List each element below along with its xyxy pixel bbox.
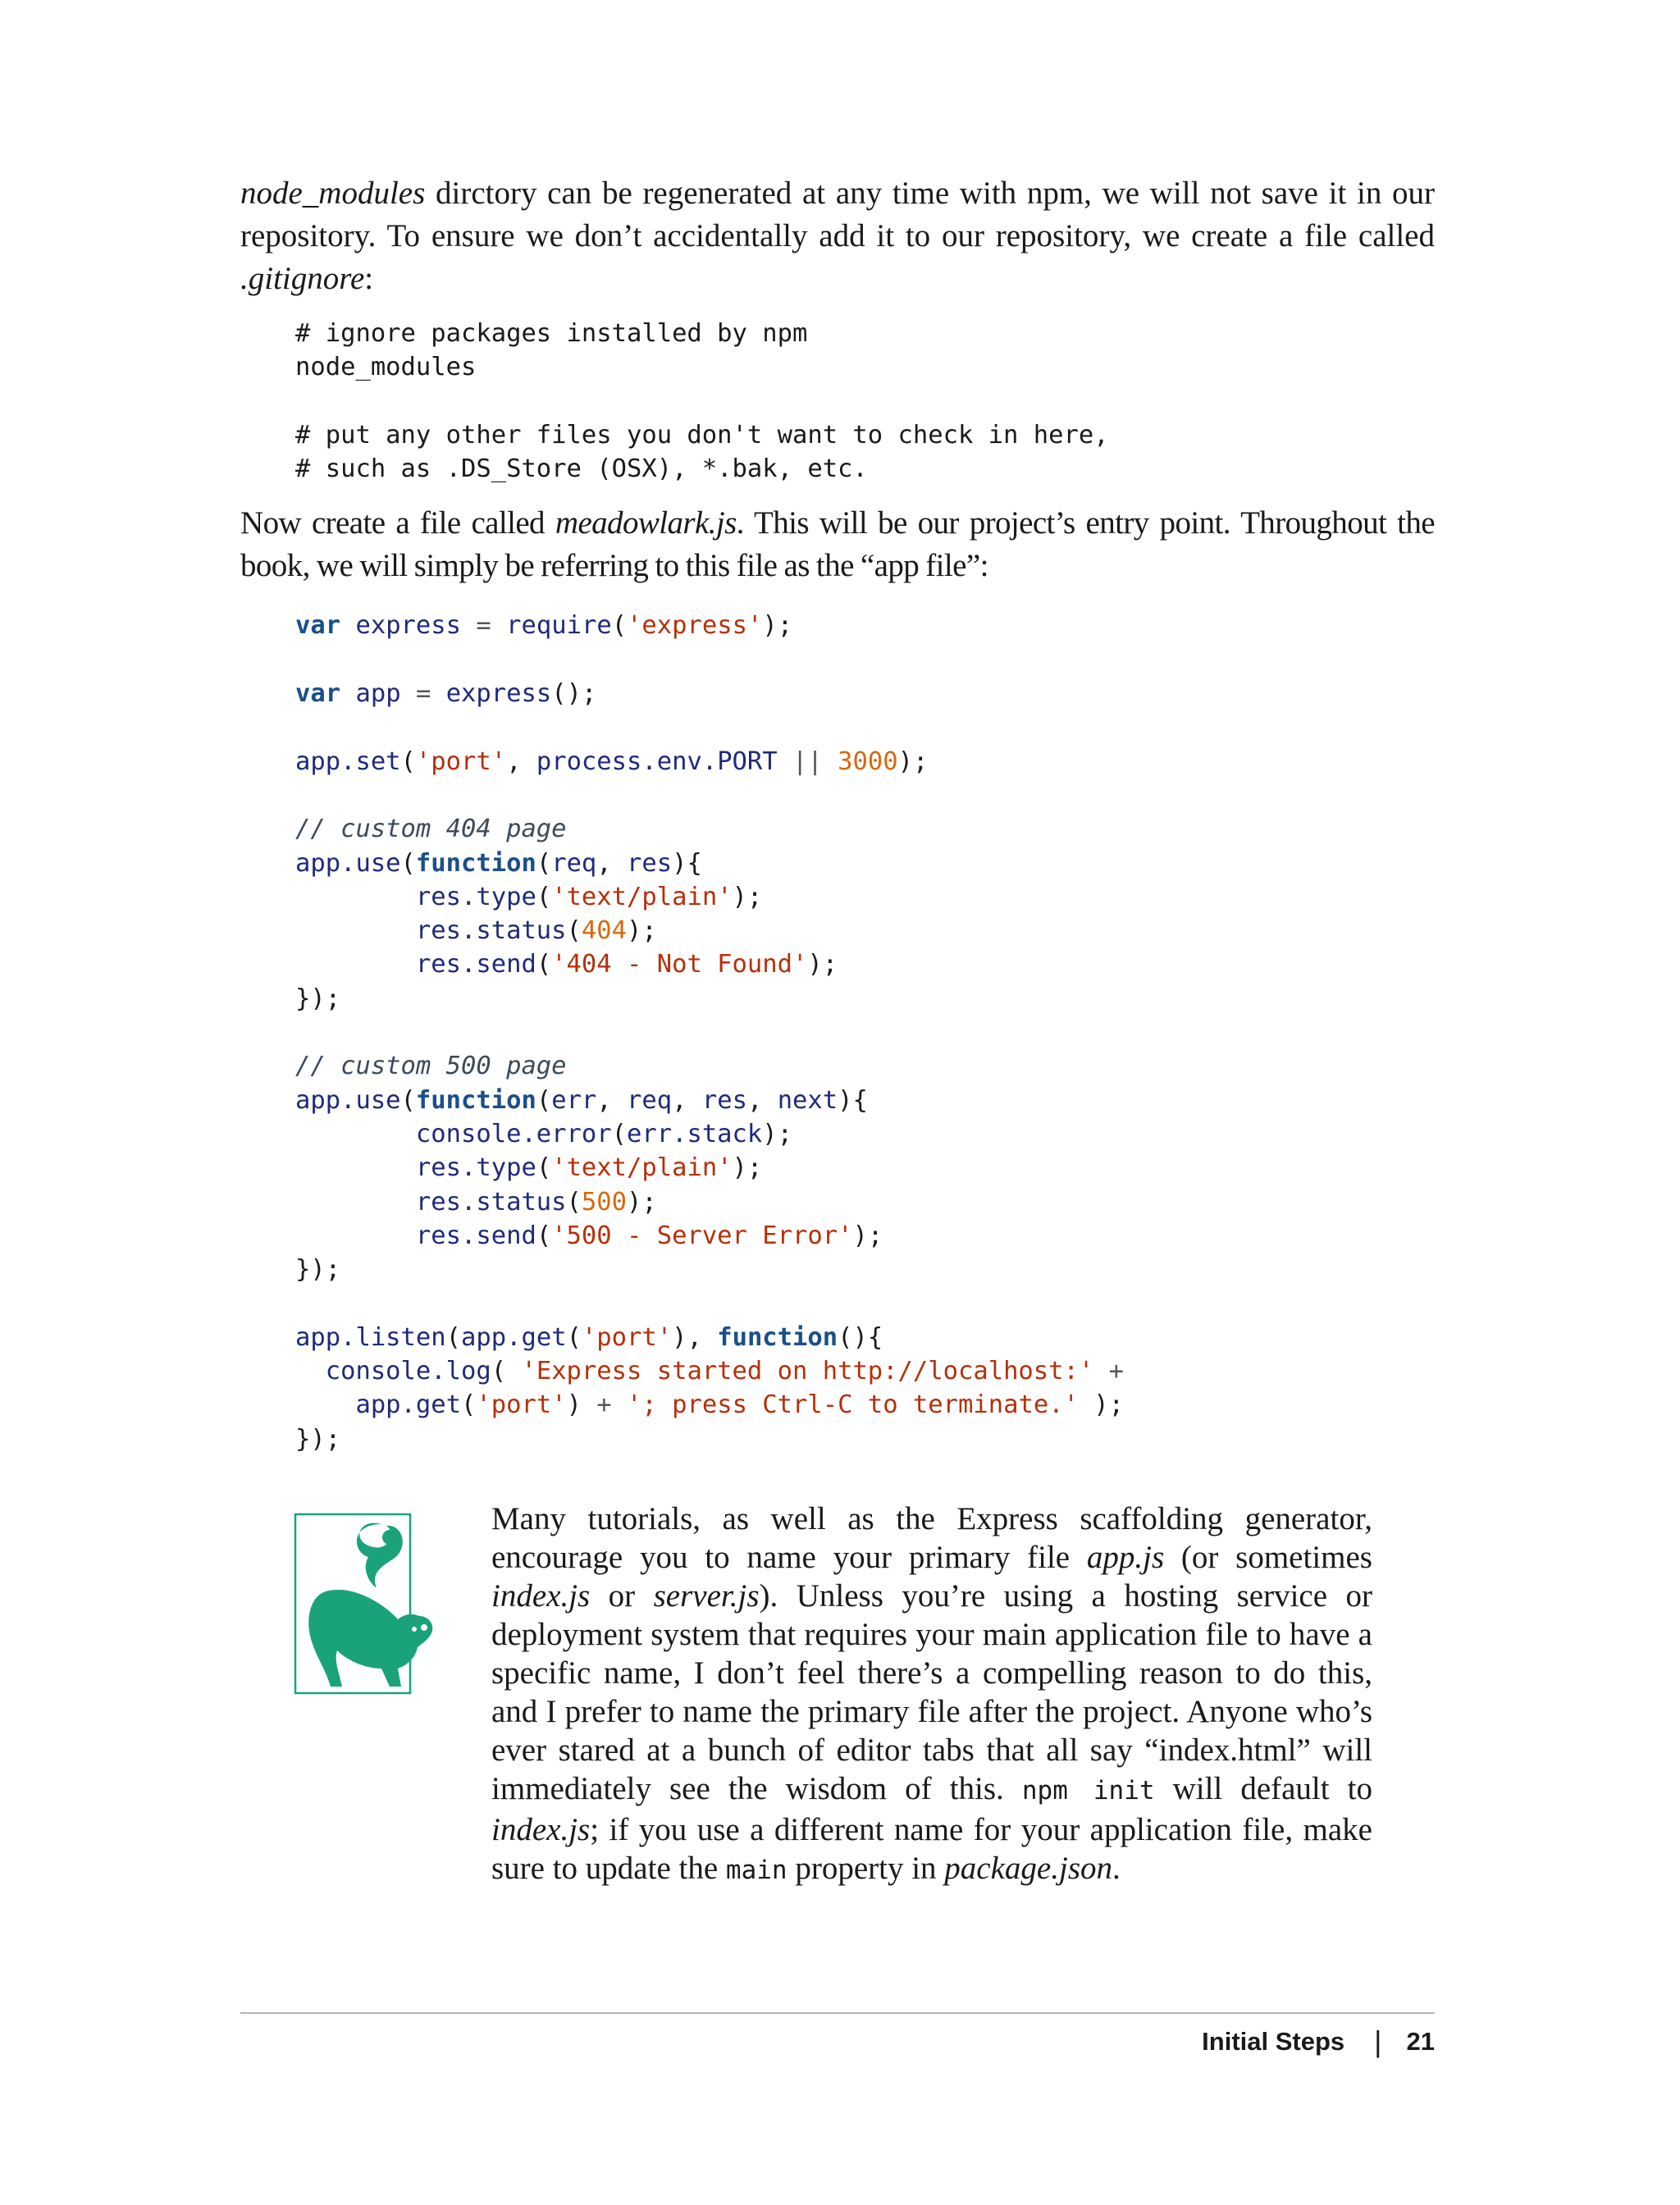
note-box bbox=[293, 1500, 1435, 2074]
term-meadowlark: meadowlark.js bbox=[555, 505, 737, 541]
term-package-json: package.json bbox=[944, 1851, 1112, 1886]
code-line: app.listen(app.get('port'), function(){ bbox=[295, 1322, 883, 1352]
code-line: console.log( 'Express started on http://localhost:' + bbox=[325, 1357, 1124, 1386]
appfile-text-a: Now create a file called bbox=[240, 505, 555, 541]
code-line: res.type('text/plain'); bbox=[415, 882, 763, 911]
code-line: res.type('text/plain'); bbox=[415, 1153, 763, 1183]
code-line: res.send('404 - Not Found'); bbox=[415, 950, 838, 979]
term-server-js: server.js bbox=[653, 1578, 760, 1614]
term-node-modules: node_modules bbox=[240, 176, 426, 211]
term-gitignore: .gitignore bbox=[240, 261, 365, 296]
code-comment: // custom 404 page bbox=[295, 815, 567, 844]
code-line: app.use(function(req, res){ bbox=[295, 848, 702, 878]
code-line: var express = require('express'); bbox=[295, 611, 793, 641]
code-line: console.error(err.stack); bbox=[415, 1119, 792, 1148]
code-line: app.get('port') + '; press Ctrl-C to terminate.' ); bbox=[355, 1390, 1125, 1420]
code-line: app.use(function(err, req, res, next){ bbox=[295, 1085, 868, 1115]
intro-text-b: : bbox=[364, 261, 374, 296]
code-line: res.status(500); bbox=[415, 1187, 657, 1217]
code-comment: // custom 500 page bbox=[295, 1052, 567, 1081]
gitignore-code-block: # ignore packages installed by npm node_modules # put any other files you don't want to check in here, # such as .DS_Store (OSX), *.bak, etc. bbox=[295, 319, 1109, 484]
appfile-text-b: . This will be our project’s entry point. Throughout the book, we will simply be referring to this file as the “app file”: bbox=[240, 505, 1435, 584]
lemur-icon bbox=[293, 1500, 441, 1696]
page-number: 21 bbox=[1406, 2027, 1435, 2056]
term-index-js-2: index.js bbox=[491, 1812, 591, 1847]
footer-section-title: Initial Steps bbox=[1202, 2027, 1345, 2056]
page-content bbox=[240, 172, 1435, 1886]
note-text: Many tutorials, as well as the Express scaffolding generator, encourage you to name your primary file app.js (or sometimes index.js or server.js). Unless you’re using a hosting service or deployment system that requires your main application file to have a specific name, I don’t feel there’s a compelling reason to do this, and I prefer to name the primary file after the project. Anyone who’s ever stared at a bunch of editor tabs that all say “index.html” will immediately see the wisdom of this. npm init will default to index.js; if you use a different name for your application file, make sure to update the main property in package.json. bbox=[491, 1501, 1372, 1886]
intro-text-a: dirctory can be regenerated at any time with npm, we will not save it in our repository. To ensure we don’t accidentally add it to our repository, we create a file called bbox=[240, 176, 1435, 253]
code-main: main bbox=[725, 1856, 788, 1885]
term-app-js: app.js bbox=[1086, 1540, 1165, 1575]
code-line: res.status(404); bbox=[415, 916, 657, 946]
appfile-paragraph bbox=[240, 502, 1435, 587]
code-line: res.send('500 - Server Error'); bbox=[415, 1221, 883, 1250]
footer-rule bbox=[240, 2012, 1435, 2014]
footer-separator: | bbox=[1374, 2025, 1382, 2058]
app-file-code-block: var express = require('express'); var app = express(); app.set('port', process.env.PORT || 3000); // custom 404 page app.use(function(req, res){ res.type('text/plain'); res.status(404); res.send('404 - Not Found'); }); // custom 500 page app.use(function(err, req, res, next){ console.error(err.stack); res.type('text/plain'); res.status(500); res.send('500 - Server Error'); }); app.listen(app.get('port'), function(){ console.log( 'Express started on http://localhost:' + app.get('port') + '; press Ctrl-C to terminate.' ); }); bbox=[295, 611, 1125, 1454]
term-index-js: index.js bbox=[491, 1578, 591, 1614]
code-line: app.set('port', process.env.PORT || 3000); bbox=[295, 746, 929, 776]
code-npm-init: npm init bbox=[1021, 1776, 1155, 1806]
code-line: var app = express(); bbox=[295, 679, 597, 709]
page-footer bbox=[1202, 2025, 1435, 2059]
intro-paragraph bbox=[240, 172, 1435, 300]
